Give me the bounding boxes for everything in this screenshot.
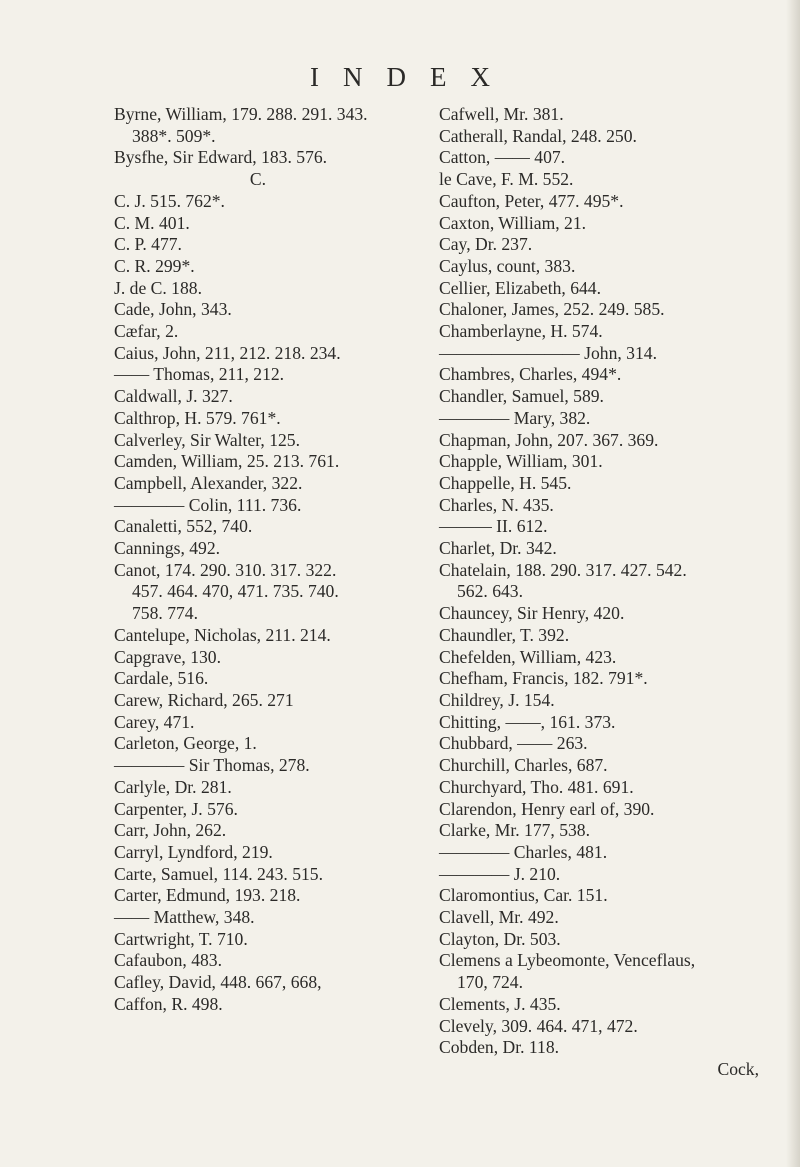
index-entry: Cafaubon, 483. bbox=[114, 950, 222, 971]
index-entry: ———————— John, 314. bbox=[439, 342, 657, 363]
index-entry: Camden, William, 25. 213. 761. bbox=[114, 451, 340, 472]
index-entry: Calverley, Sir Walter, 125. bbox=[114, 429, 300, 450]
index-entry: Carpenter, J. 576. bbox=[114, 798, 238, 819]
index-entry: Catherall, Randal, 248. 250. bbox=[439, 125, 637, 146]
index-entry: Cartwright, T. 710. bbox=[114, 928, 248, 949]
index-entry: Clevely, 309. 464. 471, 472. bbox=[439, 1015, 638, 1036]
section-letter: C. bbox=[249, 169, 267, 190]
index-entry: Carlyle, Dr. 281. bbox=[114, 776, 232, 797]
index-entry: Chamberlayne, H. 574. bbox=[439, 321, 603, 342]
index-entry: Carey, 471. bbox=[114, 711, 195, 732]
index-entry: Churchyard, Tho. 481. 691. bbox=[439, 776, 634, 797]
index-entry: Canaletti, 552, 740. bbox=[114, 516, 253, 537]
index-entry: 562. 643. bbox=[457, 581, 523, 602]
index-entry: Claromontius, Car. 151. bbox=[439, 885, 608, 906]
index-entry: Charles, N. 435. bbox=[439, 494, 554, 515]
index-entry: Carryl, Lyndford, 219. bbox=[114, 841, 273, 862]
index-entry: —— Matthew, 348. bbox=[114, 907, 255, 928]
index-entry: Cannings, 492. bbox=[114, 538, 221, 559]
index-entry: ———— Colin, 111. 736. bbox=[114, 494, 302, 515]
index-entry: Cade, John, 343. bbox=[114, 299, 232, 320]
index-entry: Chitting, ——, 161. 373. bbox=[439, 711, 616, 732]
index-entry: le Cave, F. M. 552. bbox=[439, 169, 574, 190]
index-entry: Chauncey, Sir Henry, 420. bbox=[439, 603, 625, 624]
index-entry: Chapman, John, 207. 367. 369. bbox=[439, 429, 659, 450]
index-entry: Calthrop, H. 579. 761*. bbox=[114, 407, 281, 428]
index-entry: C. P. 477. bbox=[114, 234, 182, 255]
right-column bbox=[439, 104, 759, 1081]
index-entry: Chambres, Charles, 494*. bbox=[439, 364, 622, 385]
index-entry: Caylus, count, 383. bbox=[439, 255, 576, 276]
index-entry: ———— Sir Thomas, 278. bbox=[114, 755, 310, 776]
index-entry: Caldwall, J. 327. bbox=[114, 386, 233, 407]
left-column bbox=[114, 104, 432, 1016]
index-entry: Cafley, David, 448. 667, 668, bbox=[114, 972, 322, 993]
index-entry: Cæfar, 2. bbox=[114, 321, 179, 342]
index-entry: Capgrave, 130. bbox=[114, 646, 221, 667]
index-entry: ———— Charles, 481. bbox=[439, 841, 608, 862]
index-entry: Carew, Richard, 265. 271 bbox=[114, 689, 294, 710]
index-entry: Chubbard, —— 263. bbox=[439, 733, 588, 754]
index-entry: C. M. 401. bbox=[114, 212, 190, 233]
index-entry: Caffon, R. 498. bbox=[114, 993, 223, 1014]
index-entry: Cafwell, Mr. 381. bbox=[439, 104, 564, 124]
index-entry: 388*. 509*. bbox=[132, 125, 216, 146]
index-entry: C. J. 515. 762*. bbox=[114, 190, 225, 211]
index-entry: Charlet, Dr. 342. bbox=[439, 538, 557, 559]
index-entry: Cantelupe, Nicholas, 211. 214. bbox=[114, 624, 331, 645]
index-entry: Cay, Dr. 237. bbox=[439, 234, 533, 255]
index-entry: Carr, John, 262. bbox=[114, 820, 227, 841]
page-heading: INDEX bbox=[310, 62, 514, 92]
index-entry: Chefelden, William, 423. bbox=[439, 646, 617, 667]
index-entry: Campbell, Alexander, 322. bbox=[114, 472, 303, 493]
index-entry: Chaundler, T. 392. bbox=[439, 624, 570, 645]
index-entry: Clavell, Mr. 492. bbox=[439, 907, 559, 928]
index-entry: Chapple, William, 301. bbox=[439, 451, 603, 472]
index-entry: 170, 724. bbox=[457, 972, 523, 993]
index-entry: Chappelle, H. 545. bbox=[439, 472, 572, 493]
index-entry: Canot, 174. 290. 310. 317. 322. bbox=[114, 559, 337, 580]
index-entry: Caxton, William, 21. bbox=[439, 212, 587, 233]
index-entry: Clayton, Dr. 503. bbox=[439, 928, 561, 949]
index-entry: ——— II. 612. bbox=[439, 516, 548, 537]
index-entry: Caufton, Peter, 477. 495*. bbox=[439, 190, 624, 211]
index-entry: Clarke, Mr. 177, 538. bbox=[439, 820, 590, 841]
index-entry: Catton, —— 407. bbox=[439, 147, 566, 168]
index-entry: Caius, John, 211, 212. 218. 234. bbox=[114, 342, 341, 363]
index-entry: Clarendon, Henry earl of, 390. bbox=[439, 798, 655, 819]
index-entry: Bysfhe, Sir Edward, 183. 576. bbox=[114, 147, 328, 168]
index-entry: ———— Mary, 382. bbox=[439, 407, 591, 428]
index-entry: Chatelain, 188. 290. 317. 427. 542. bbox=[439, 559, 687, 580]
index-entry: 758. 774. bbox=[132, 603, 198, 624]
index-entry: Cardale, 516. bbox=[114, 668, 209, 689]
index-entry: Churchill, Charles, 687. bbox=[439, 755, 608, 776]
index-entry: Chaloner, James, 252. 249. 585. bbox=[439, 299, 665, 320]
index-entry: Carter, Edmund, 193. 218. bbox=[114, 885, 301, 906]
catchword: Cock, bbox=[717, 1058, 759, 1079]
index-entry: Cellier, Elizabeth, 644. bbox=[439, 277, 601, 298]
index-entry: Chefham, Francis, 182. 791*. bbox=[439, 668, 648, 689]
index-entry: Childrey, J. 154. bbox=[439, 689, 555, 710]
index-entry: C. R. 299*. bbox=[114, 255, 195, 276]
index-entry: Clements, J. 435. bbox=[439, 993, 561, 1014]
index-entry: Cobden, Dr. 118. bbox=[439, 1037, 560, 1058]
index-entry: Clemens a Lybeomonte, Venceflaus, bbox=[439, 950, 696, 971]
index-entry: —— Thomas, 211, 212. bbox=[114, 364, 285, 385]
index-entry: Carte, Samuel, 114. 243. 515. bbox=[114, 863, 323, 884]
index-entry: 457. 464. 470, 471. 735. 740. bbox=[132, 581, 339, 602]
page-edge-shadow bbox=[786, 0, 800, 1167]
index-entry: ———— J. 210. bbox=[439, 863, 561, 884]
index-entry: J. de C. 188. bbox=[114, 277, 202, 298]
index-entry: Carleton, George, 1. bbox=[114, 733, 257, 754]
index-entry: Byrne, William, 179. 288. 291. 343. bbox=[114, 104, 368, 124]
index-entry: Chandler, Samuel, 589. bbox=[439, 386, 604, 407]
